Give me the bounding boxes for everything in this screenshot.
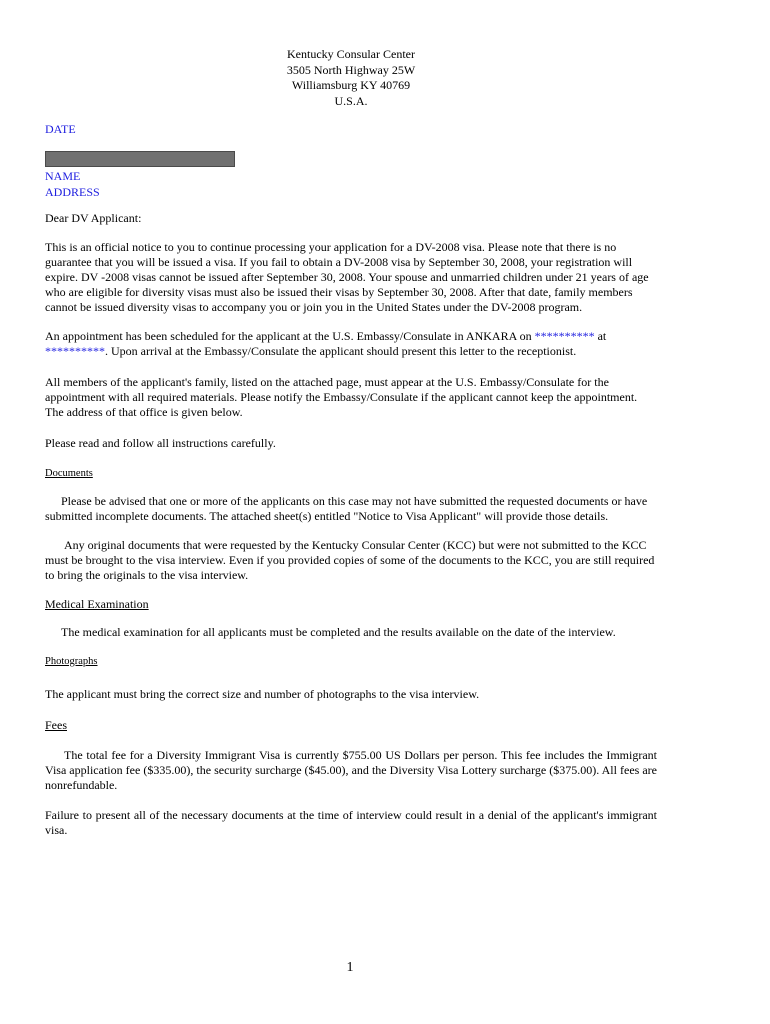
address-placeholder: ADDRESS	[45, 184, 100, 199]
fees-paragraph: The total fee for a Diversity Immigrant Visa is currently $755.00 US Dollars per person. This fee includes the Immigrant Visa application fee ($335.00), the security surcharge ($45.00), and the Diversity Visa Lottery surcharge ($375.00). All fees are nonrefundable.	[45, 748, 657, 792]
failure-paragraph: Failure to present all of the necessary documents at the time of interview could result in a denial of the applicant's immigrant visa.	[45, 808, 657, 837]
instructions-paragraph: Please read and follow all instructions carefully.	[45, 436, 276, 450]
sender-country: U.S.A.	[334, 93, 368, 108]
sender-address-block	[145, 47, 557, 109]
fees-heading: Fees	[45, 718, 67, 732]
appointment-paragraph	[45, 329, 657, 359]
sender-city: Williamsburg KY 40769	[291, 78, 411, 92]
notice-paragraph: This is an official notice to you to continue processing your application for a DV-2008 visa. Please note that there is no guarantee that you will be issued a visa. If you fail to obtain a DV-2008 visa by September 30, 2008, your registration will expire. DV -2008 visas cannot be issued after September 30, 2008. Your spouse and unmarried children under 21 years of age who are eligible for diversity visas must also be issued their visas by September 30, 2008. After that date, family members cannot be issued diversity visas to accompany you or join you in the United States under the DV-2008 program.	[45, 240, 649, 314]
appointment-time-mask: **********	[45, 344, 105, 358]
page-number: 1	[346, 960, 354, 975]
sender-street: 3505 North Highway 25W	[286, 62, 416, 77]
photographs-paragraph: The applicant must bring the correct size and number of photographs to the visa interview.	[45, 687, 480, 701]
appointment-text: An appointment has been scheduled for the applicant at the U.S. Embassy/Consulate in ANKARA on	[45, 329, 535, 343]
date-placeholder: DATE	[45, 122, 76, 136]
documents-paragraph-1: Please be advised that one or more of the applicants on this case may not have submitted the requested documents or have submitted incomplete documents. The attached sheet(s) entitled "Notice to Visa Applicant" will provide those details.	[45, 494, 648, 523]
documents-paragraph-2: Any original documents that were requested by the Kentucky Consular Center (KCC) but were not submitted to the KCC must be brought to the visa interview. Even if you provided copies of some of the documents to the KCC, you are still required to bring the originals to the visa interview.	[45, 538, 655, 582]
appointment-at: at	[594, 329, 607, 343]
salutation: Dear DV Applicant:	[45, 211, 142, 225]
family-paragraph: All members of the applicant's family, listed on the attached page, must appear at the U.S. Embassy/Consulate for the appointment with all required materials. Please notify the Embassy/Consulate if the applicant cannot keep the appointment. The address of that office is given below.	[45, 375, 638, 419]
documents-heading: Documents	[45, 468, 93, 479]
appointment-date-mask: **********	[534, 329, 595, 343]
medical-heading: Medical Examination	[45, 597, 149, 611]
medical-paragraph: The medical examination for all applicants must be completed and the results available on the date of the interview.	[61, 625, 616, 639]
redaction-bar	[45, 151, 235, 167]
sender-name: Kentucky Consular Center	[287, 47, 415, 61]
recipient-block	[45, 169, 657, 200]
name-placeholder: NAME	[45, 169, 81, 183]
letter-page	[45, 47, 657, 838]
appointment-suffix: . Upon arrival at the Embassy/Consulate the applicant should present this letter to the receptionist.	[105, 344, 577, 358]
photographs-heading: Photographs	[45, 656, 98, 667]
